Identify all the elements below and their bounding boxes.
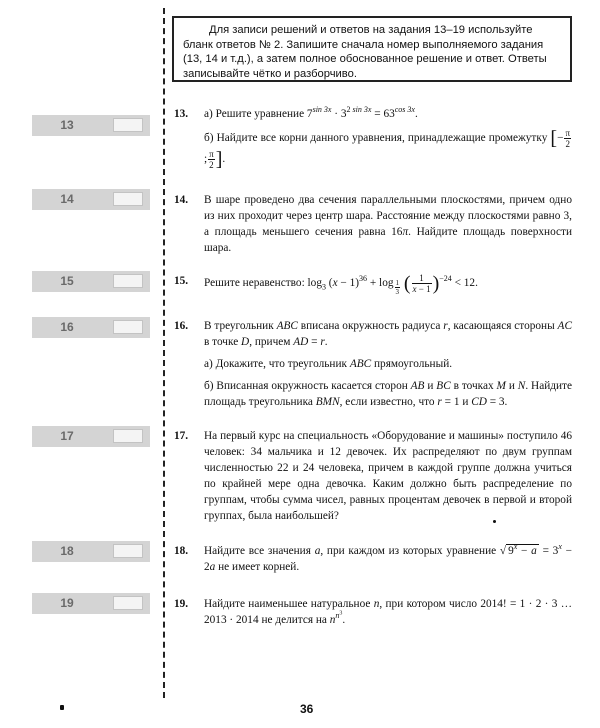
answer-badge-13: [32, 115, 150, 136]
badge-number: 17: [60, 429, 74, 443]
task-15: [174, 273, 572, 296]
badge-cell: [113, 320, 143, 334]
task-19: [174, 596, 572, 628]
print-speck: [493, 520, 496, 523]
task-14: [174, 192, 572, 256]
task-16: [174, 318, 572, 410]
task-13-part-a: а) Решите уравнение $7^{sin 3x} \cdot 3^{2 sin 3x} = 63^{cos 3x}$.: [204, 105, 418, 120]
task-number: 16.: [174, 320, 189, 332]
answer-badge-18: [32, 541, 150, 562]
answer-badge-19: [32, 593, 150, 614]
task-17-text: На первый курс на специальность «Оборудование и машины» поступило 46 человек: 34 мальчика и 12 девочек. Их распределяют по двум группам численностью 22 и 24 человека, причем в каждой группе должна учиться по крайней мере одна девочка. Каким должно быть распределение по группам, чтобы сумма чисел, равных процентам девочек в первой и второй группах, была наибольшей?: [204, 430, 572, 522]
badge-cell: [113, 429, 143, 443]
badge-number: 14: [60, 192, 74, 206]
badge-cell: [113, 544, 143, 558]
answer-badge-16: [32, 317, 150, 338]
instructions-line: записывайте чётко и разборчиво.: [183, 67, 357, 80]
task-16-intro: В треугольник ABC вписана окружность радиуса r, касающаяся стороны AC в точке D, причем AD = r.: [204, 320, 572, 348]
equation: $7^{sin 3x} \cdot 3^{2 sin 3x} = 63^{cos 3x}$.: [306, 105, 418, 120]
task-18: [174, 543, 572, 575]
answer-badge-15: [32, 271, 150, 292]
inequality: $\log_3 (x - 1)^{36} + \log$ $_{\frac{1}{3}}$ ( $\frac{1}{x - 1}$ )$^{-24}$ < 12.: [307, 272, 478, 296]
instructions-line: (13, 14 и т.д.), а затем полное обоснованное решение и ответ. Ответы: [183, 53, 547, 66]
answer-badge-14: [32, 189, 150, 210]
task-number: 18.: [174, 545, 189, 557]
task-15-text: Решите неравенство: $\log_3 (x - 1)^{36} + \log$ $_{\frac{1}{3}}$ ( $\frac{1}{x - 1}$ )$^{-24}$ < 12.: [204, 272, 478, 296]
instructions-box: [172, 16, 572, 82]
task-number: 17.: [174, 430, 189, 442]
answer-badge-17: [32, 426, 150, 447]
task-16-part-a: а) Докажите, что треугольник ABC прямоугольный.: [204, 358, 453, 370]
task-18-text: Найдите все значения a, при каждом из которых уравнение √ $9^x - a = 3^x - 2a$ не имеет корней.: [204, 542, 573, 573]
task-16-part-b: б) Вписанная окружность касается сторон AB и BC в точках M и N. Найдите площадь треугольника BMN, если известно, что r = 1 и CD = 3.: [204, 380, 573, 408]
instructions-line: бланк ответов № 2. Запишите сначала номер выполняемого задания: [183, 38, 544, 51]
interval: [− $\frac{\pi}{2}$ ; $\frac{\pi}{2}$ ].: [204, 127, 571, 171]
badge-cell: [113, 192, 143, 206]
task-14-text: В шаре проведено два сечения параллельными плоскостями, причем одно из них проходит через центр шара. Расстояние между плоскостями равно 3, а площадь меньшего сечения равна 16π. Найдите площадь поверхности шара.: [204, 194, 572, 254]
task-19-text: Найдите наименьшее натуральное n, при котором число 2014! = 1 · 2 · 3 … 2013 · 2014 не делится на $n^{n^3}$.: [204, 598, 573, 626]
task-number: 14.: [174, 194, 189, 206]
task-17: [174, 428, 572, 524]
task-number: 13.: [174, 108, 189, 120]
badge-number: 19: [60, 596, 74, 610]
badge-cell: [113, 118, 143, 132]
badge-number: 15: [60, 274, 74, 288]
equation: √ $9^x - a = 3^x - 2a$: [204, 542, 573, 573]
task-number: 15.: [174, 275, 189, 287]
badge-number: 18: [60, 544, 74, 558]
task-number: 19.: [174, 598, 189, 610]
badge-number: 16: [60, 320, 74, 334]
expression: 2014! = 1 · 2 · 3 … 2013 · 2014: [204, 598, 573, 626]
badge-cell: [113, 274, 143, 288]
badge-cell: [113, 596, 143, 610]
task-13: [174, 106, 572, 170]
task-13-part-b: б) Найдите все корни данного уравнения, принадлежащие промежутку [− $\frac{\pi}{2}$ ; $\frac{\pi}{2}$ ].: [204, 127, 571, 171]
instructions-line: Для записи решений и ответов на задания 13–19 используйте: [209, 24, 533, 36]
badge-number: 13: [60, 118, 74, 132]
page-number: 36: [300, 702, 314, 716]
dashed-divider: [163, 8, 165, 698]
print-mark: [60, 705, 64, 710]
